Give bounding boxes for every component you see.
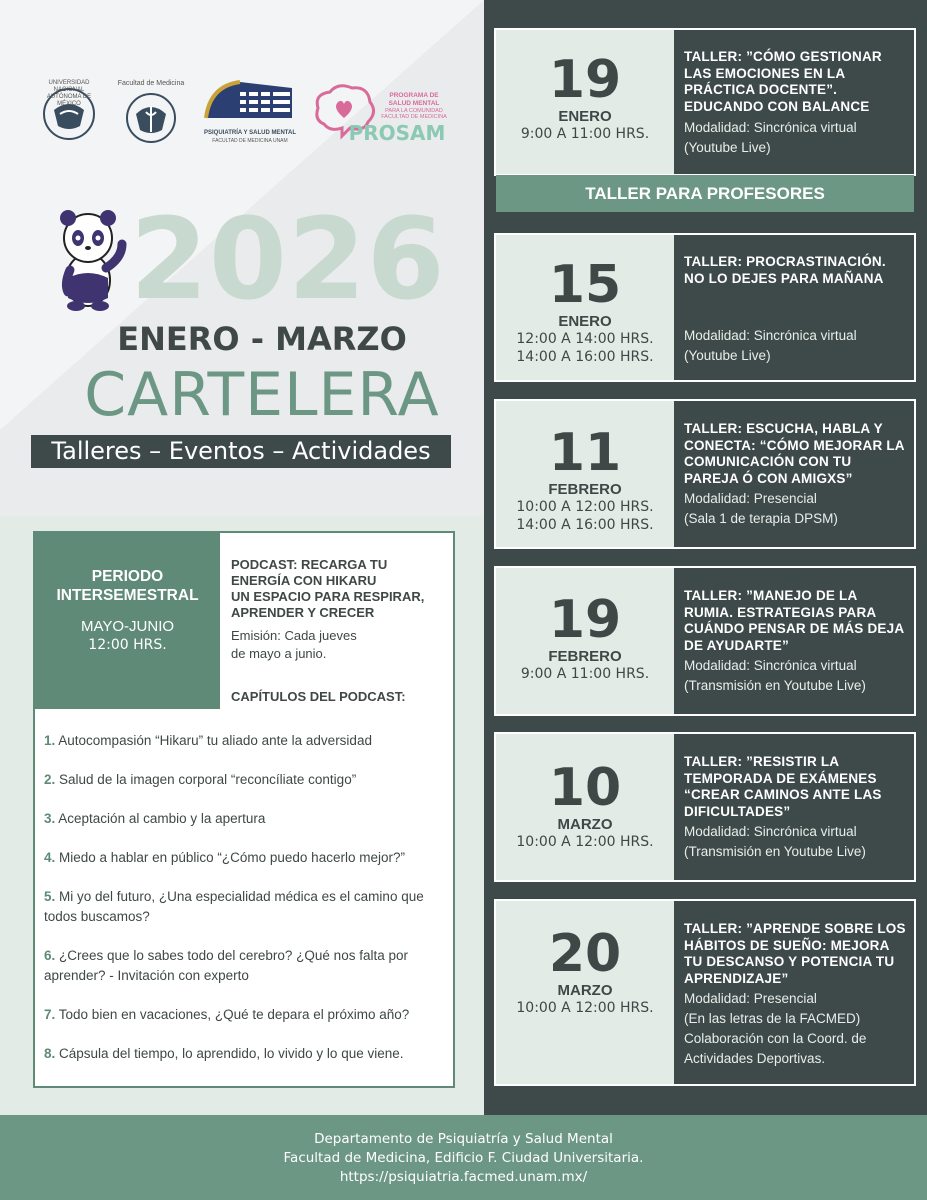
event-month: FEBRERO: [548, 648, 622, 665]
chapter-number: 5.: [44, 889, 56, 904]
unam-caption: UNIVERSIDAD NACIONAL AUTÓNOMA DE MÉXICO: [46, 80, 92, 107]
event-title: TALLER: ESCUCHA, HABLA Y CONECTA: “CÓMO MEJORAR LA COMUNICACIÓN CON TU PAREJA Ó CON AMIGXS”: [684, 421, 905, 486]
event-hours: 10:00 A 12:00 HRS.: [516, 1000, 654, 1016]
event-day: 11: [548, 423, 622, 483]
event-month: FEBRERO: [548, 481, 622, 498]
event-modality: Actividades Deportivas.: [684, 1051, 826, 1066]
tagline-banner: Talleres – Eventos – Actividades: [31, 435, 451, 468]
event-title: TALLER: PROCRASTINACIÓN. NO LO DEJES PARA MAÑANA: [684, 254, 886, 286]
event-month: MARZO: [557, 982, 613, 999]
months-heading: ENERO - MARZO: [117, 320, 407, 358]
event-title: TALLER: ”MANEJO DE LA RUMIA. ESTRATEGIAS PARA CUÁNDO PENSAR DE MÁS DEJA DE AYUDARTE”: [684, 588, 904, 653]
event-modality: Modalidad: Sincrónica virtual: [684, 328, 857, 343]
chapter-text: Todo bien en vacaciones, ¿Qué te depara el próximo año?: [58, 1007, 410, 1022]
prosam-line2: SALUD MENTAL: [388, 100, 440, 107]
event-info: [674, 401, 914, 547]
podcast-description: [231, 557, 451, 663]
event-modality: (Youtube Live): [684, 140, 771, 155]
podcast-title-line: UN ESPACIO PARA RESPIRAR,: [231, 589, 425, 604]
event-date: [496, 401, 674, 547]
event-hours: 10:00 A 12:00 HRS.: [516, 499, 654, 515]
prosam-line4: FACULTAD DE MEDICINA: [381, 114, 447, 120]
event-hours: 9:00 A 11:00 HRS.: [520, 666, 650, 682]
chapter-number: 1.: [44, 733, 56, 748]
event-card: [494, 566, 916, 716]
prosam-name: PROSAM: [348, 121, 446, 145]
event-modality: Modalidad: Presencial: [684, 491, 817, 506]
event-modality: (En las letras de la FACMED): [684, 1011, 861, 1026]
event-card: [494, 899, 916, 1086]
prosam-line1: PROGRAMA DE: [389, 92, 439, 99]
chapter-item: [44, 1044, 448, 1064]
professors-workshop-bar: TALLER PARA PROFESORES: [496, 175, 914, 212]
podcast-title-line: PODCAST: RECARGA TU: [231, 557, 388, 572]
event-date: [496, 568, 674, 714]
event-modality: Modalidad: Sincrónica virtual: [684, 120, 857, 135]
event-title: TALLER: ”CÓMO GESTIONAR LAS EMOCIONES EN LA PRÁCTICA DOCENTE”. EDUCANDO CON BALANCE: [684, 49, 882, 114]
broadcast-line: de mayo a junio.: [231, 646, 327, 661]
chapter-number: 6.: [44, 948, 56, 963]
chapters-list: [44, 731, 448, 1064]
podcast-broadcast-info: [231, 627, 451, 663]
event-modality: (Sala 1 de terapia DPSM): [684, 511, 838, 526]
chapter-text: Aceptación al cambio y la apertura: [58, 811, 266, 826]
chapter-number: 8.: [44, 1046, 56, 1061]
event-hours: 9:00 A 11:00 HRS.: [520, 126, 650, 142]
podcast-title: [231, 557, 451, 621]
event-card: [494, 732, 916, 882]
chapter-item: [44, 848, 448, 868]
event-modality: (Youtube Live): [684, 348, 771, 363]
event-date: [496, 30, 674, 174]
chapter-number: 2.: [44, 772, 56, 787]
footer-address: Facultad de Medicina, Edificio F. Ciudad Universitaria.: [283, 1150, 644, 1166]
psq-caption-1: PSIQUIATRÍA Y SALUD MENTAL: [203, 130, 296, 136]
event-month: ENERO: [558, 313, 612, 330]
event-modality: Modalidad: Presencial: [684, 991, 817, 1006]
panda-mascot-icon: [58, 208, 130, 312]
chapter-item: [44, 731, 448, 751]
prosam-line3: PARA LA COMUNIDAD: [385, 108, 443, 114]
event-hours: 12:00 A 14:00 HRS.: [516, 331, 654, 347]
chapter-text: Miedo a hablar en público “¿Cómo puedo hacerlo mejor?”: [59, 850, 405, 865]
podcast-title-line: ENERGÍA CON HIKARU: [231, 573, 377, 588]
event-day: 15: [548, 255, 622, 315]
period-label: PERIODO INTERSEMESTRAL: [56, 568, 199, 604]
event-date: [496, 734, 674, 880]
event-day: 19: [548, 50, 622, 110]
event-hours: 14:00 A 16:00 HRS.: [516, 517, 654, 533]
facmed-caption: Facultad de Medicina: [117, 80, 185, 87]
chapter-item: [44, 809, 448, 829]
chapter-text: Mi yo del futuro, ¿Una especialidad médica es el camino que todos buscamos?: [44, 889, 424, 924]
chapter-text: Salud de la imagen corporal “reconcíliate contigo”: [59, 772, 357, 787]
intersemestral-period-panel: [35, 533, 220, 709]
event-month: MARZO: [557, 816, 613, 833]
chapter-item: [44, 770, 448, 790]
footer-department: Departamento de Psiquiatría y Salud Mental: [314, 1131, 613, 1147]
chapter-text: ¿Crees que lo sabes todo del cerebro? ¿Qué nos falta por aprender? - Invitación con experto: [44, 948, 408, 983]
event-card: [494, 399, 916, 549]
chapter-number: 4.: [44, 850, 56, 865]
period-months: MAYO-JUNIO: [80, 618, 175, 635]
prosam-logo: [312, 80, 452, 146]
event-hours: 10:00 A 12:00 HRS.: [516, 834, 654, 850]
event-modality: (Transmisión en Youtube Live): [684, 844, 866, 859]
facmed-logo: [116, 80, 186, 144]
chapter-item: [44, 946, 448, 986]
chapter-number: 3.: [44, 811, 56, 826]
event-modality: (Transmisión en Youtube Live): [684, 678, 866, 693]
event-info: [674, 30, 914, 174]
footer-url-link[interactable]: https://psiquiatria.facmed.unam.mx/: [339, 1169, 588, 1185]
event-title: TALLER: ”RESISTIR LA TEMPORADA DE EXÁMENES “CREAR CAMINOS ANTE LAS DIFICULTADES”: [684, 754, 882, 819]
chapters-heading: CAPÍTULOS DEL PODCAST:: [231, 689, 406, 704]
period-time: 12:00 HRS.: [88, 637, 167, 653]
event-day: 20: [548, 924, 622, 984]
chapter-item: [44, 887, 448, 927]
broadcast-line: Emisión: Cada jueves: [231, 628, 357, 643]
event-info: [674, 568, 914, 714]
event-date: [496, 235, 674, 380]
event-modality: Colaboración con la Coord. de: [684, 1031, 867, 1046]
cartelera-title: CARTELERA: [84, 360, 440, 430]
event-date: [496, 901, 674, 1084]
event-day: 10: [548, 758, 622, 818]
chapter-item: [44, 1005, 448, 1025]
event-hours: 14:00 A 16:00 HRS.: [516, 349, 654, 365]
podcast-title-line: APRENDER Y CRECER: [231, 605, 375, 620]
year-heading: 2026: [130, 195, 446, 325]
event-card: [494, 233, 916, 382]
podcast-box: [33, 531, 455, 1088]
unam-logo: [36, 80, 102, 144]
event-month: ENERO: [558, 108, 612, 125]
event-modality: Modalidad: Sincrónica virtual: [684, 658, 857, 673]
event-info: [674, 235, 914, 380]
chapter-text: Cápsula del tiempo, lo aprendido, lo vivido y lo que viene.: [59, 1046, 404, 1061]
footer: [0, 1115, 927, 1200]
event-card: [494, 28, 916, 176]
psq-caption-2: FACULTAD DE MEDICINA UNAM: [212, 138, 288, 144]
chapter-number: 7.: [44, 1007, 56, 1022]
event-info: [674, 734, 914, 880]
event-modality: Modalidad: Sincrónica virtual: [684, 824, 857, 839]
chapter-text: Autocompasión “Hikaru” tu aliado ante la adversidad: [58, 733, 372, 748]
event-title: TALLER: ”APRENDE SOBRE LOS HÁBITOS DE SUEÑO: MEJORA TU DESCANSO Y POTENCIA TU APRENDIZAJE”: [684, 921, 906, 986]
psychiatry-department-logo: [200, 78, 300, 148]
event-info: [674, 901, 914, 1084]
event-day: 19: [548, 590, 622, 650]
